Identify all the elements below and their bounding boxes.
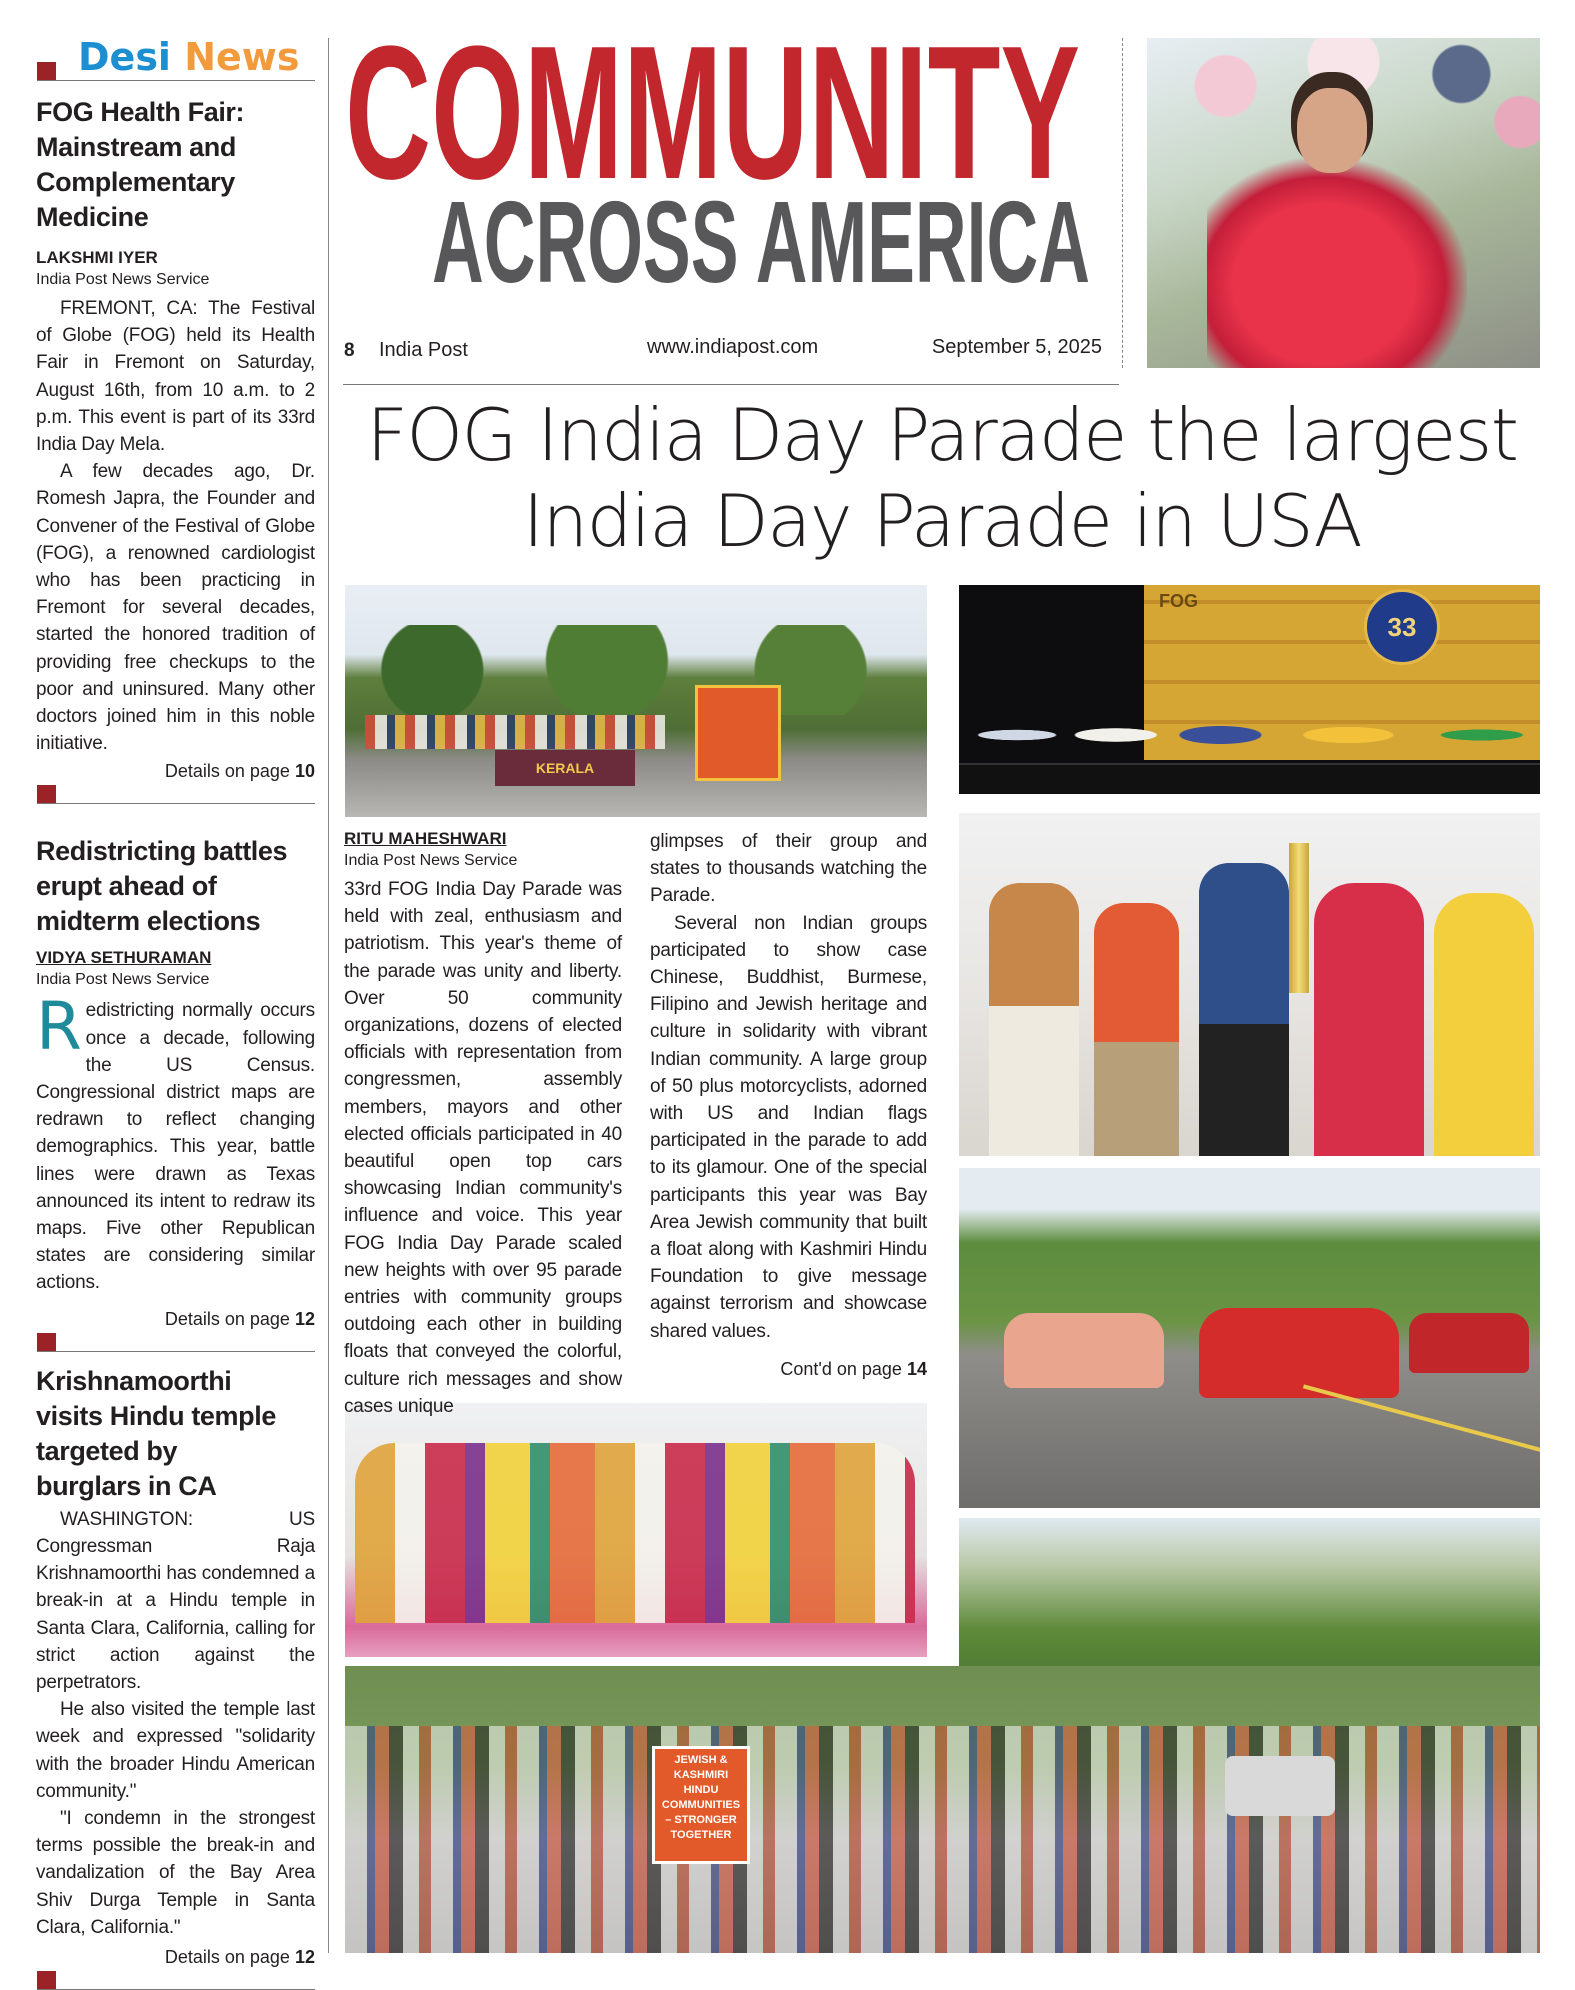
sign-line: KASHMIRI xyxy=(673,1769,729,1781)
photo-jewish-kashmiri-float xyxy=(959,1518,1540,1678)
person-5 xyxy=(1434,893,1534,1156)
byline-author: VIDYA SETHURAMAN xyxy=(36,948,212,968)
paragraph: 33rd FOG India Day Parade was held with zeal, enthusiasm and patriotism. This year's theme of the parade was unity and liberty. Over 50 community organizations, dozens of elected officials with representation from congressmen, assembly members, mayors and other elected officials participated in 40 beautiful open top cars showcasing Indian community's influence and voice. This year FOG India Day Parade scaled new heights with over 95 parade entries with community groups outdoing each other in building floats that conveyed the colorful, culture rich messages and show cases unique xyxy=(344,879,622,1417)
person-3 xyxy=(1199,863,1289,1156)
continued-page: 14 xyxy=(906,1358,927,1379)
photo-parade-marchers xyxy=(345,1666,1540,1953)
photo-officials-panel xyxy=(959,585,1540,794)
main-article-col2 xyxy=(650,828,927,1381)
truck-float xyxy=(695,685,781,781)
sign-line: – STRONGER xyxy=(665,1814,737,1826)
paragraph: A few decades ago, Dr. Romesh Japra, the Founder and Convener of the Festival of Globe (FOG), a renowned cardiologist who has been practicing in Fremont for several decades, started the honored tradition of providing free checkups to the poor and uninsured. Many other doctors joined him in this noble initiative. xyxy=(36,461,315,755)
headline-line: India Day Parade in USA xyxy=(522,479,1362,563)
woman-saree xyxy=(1207,158,1467,368)
masthead-dashed-divider xyxy=(1122,38,1123,368)
byline-service: India Post News Service xyxy=(344,852,518,869)
section-marker xyxy=(37,1971,56,1989)
article-end-marker xyxy=(36,785,315,804)
article-body xyxy=(36,1506,315,1941)
trees xyxy=(345,625,927,715)
website[interactable]: www.indiapost.com xyxy=(647,336,819,358)
headline-line: burglars in CA xyxy=(36,1470,217,1501)
issue-date: September 5, 2025 xyxy=(931,336,1102,358)
details-label: Details on page xyxy=(164,761,290,782)
continued-link[interactable] xyxy=(650,1357,927,1381)
headline-line: visits Hindu temple xyxy=(36,1400,276,1431)
folio-rule xyxy=(343,384,1119,385)
sign-line: JEWISH & xyxy=(674,1754,728,1766)
details-link[interactable] xyxy=(36,1945,315,1969)
person-4 xyxy=(1314,883,1424,1156)
headline-line: midterm elections xyxy=(36,906,261,937)
paragraph: "I condemn in the strongest terms possible the break-in and vandalization of the Bay Area Shiv Durga Temple in Santa Clara, California." xyxy=(36,1807,315,1938)
protest-sign xyxy=(652,1746,750,1864)
headline-line: Redistricting battles xyxy=(36,836,288,867)
main-headline[interactable] xyxy=(344,392,1540,564)
headline-line: targeted by xyxy=(36,1435,178,1466)
photo-stage-performers xyxy=(345,1403,933,1663)
details-label: Details on page xyxy=(164,1308,290,1329)
section-marker xyxy=(37,1333,56,1351)
kerala-banner: KERALA xyxy=(495,750,635,786)
details-link[interactable] xyxy=(36,759,315,783)
car-red-2 xyxy=(1409,1313,1529,1373)
headline-line: Mainstream and xyxy=(36,132,236,162)
crowd xyxy=(365,715,665,749)
publication-name: India Post xyxy=(379,339,468,361)
person-1 xyxy=(989,883,1079,1156)
fog-badge: 33 xyxy=(1364,589,1440,665)
byline-author: LAKSHMI IYER xyxy=(36,248,158,267)
woman-face xyxy=(1297,88,1367,173)
details-page: 12 xyxy=(294,1308,315,1329)
paragraph: He also visited the temple last week and expressed "solidarity with the broader Hindu American community." xyxy=(36,1699,315,1802)
column-divider xyxy=(328,38,329,1953)
article-body xyxy=(344,876,622,1420)
sidebar-flow xyxy=(36,95,315,1990)
details-page: 10 xyxy=(294,761,315,782)
section-rule xyxy=(37,80,315,81)
headline-line: FOG Health Fair: xyxy=(36,97,245,127)
masthead-subtitle: ACROSS AMERICA xyxy=(432,177,1090,290)
details-label: Details on page xyxy=(164,1946,290,1967)
sign-line: TOGETHER xyxy=(670,1829,732,1841)
section-label-desi: Desi xyxy=(78,35,171,79)
article-body xyxy=(36,988,315,1296)
paragraph: WASHINGTON: US Congressman Raja Krishnamoorthi has condemned a break-in at a Hindu temple in Santa Clara, California, calling for strict action against the perpetrators. xyxy=(36,1508,315,1693)
article-headline[interactable] xyxy=(36,834,315,939)
divider xyxy=(37,1351,315,1352)
photo-float-rider xyxy=(1147,38,1540,368)
sidebar-article-redistricting xyxy=(36,834,315,1351)
performers xyxy=(355,1443,915,1623)
section-label xyxy=(78,34,300,80)
panelists xyxy=(959,665,1540,765)
masthead-title: COMMUNITY xyxy=(345,30,1080,219)
byline-service: India Post News Service xyxy=(36,971,210,989)
paragraph: glimpses of their group and states to thousands watching the Parade. xyxy=(650,831,927,907)
car-red xyxy=(1199,1308,1399,1398)
article-body xyxy=(650,828,927,1345)
section-label-news: News xyxy=(184,35,300,79)
paragraph: FREMONT, CA: The Festival of Globe (FOG) held its Health Fair in Fremont on Saturday, August 16th, from 10 a.m. to 2 p.m. This event is part of its 33rd India Day Mela. xyxy=(36,298,315,456)
sign-line: COMMUNITIES xyxy=(661,1799,741,1811)
byline-author: RITU MAHESHWARI xyxy=(344,829,507,848)
masthead xyxy=(340,30,1100,290)
section-marker xyxy=(37,785,56,803)
person-2 xyxy=(1094,903,1179,1156)
folio-bar xyxy=(344,336,1118,366)
section-marker xyxy=(37,62,56,80)
article-end-marker xyxy=(36,1971,315,1990)
main-article-col1 xyxy=(344,828,622,1420)
trophy xyxy=(1289,843,1309,993)
article-headline[interactable] xyxy=(36,95,315,235)
photo-trophy-presentation xyxy=(959,813,1540,1156)
headline-line: Medicine xyxy=(36,202,149,232)
sidebar-article-health-fair xyxy=(36,95,315,804)
article-end-marker xyxy=(36,1333,315,1352)
sign-line: HINDU xyxy=(683,1784,719,1796)
table xyxy=(959,763,1540,794)
car-peach xyxy=(1004,1313,1164,1388)
page-number: 8 xyxy=(344,340,355,361)
details-link[interactable] xyxy=(36,1307,315,1331)
byline-service: India Post News Service xyxy=(36,271,210,288)
paragraph: Several non Indian groups participated to show case Chinese, Buddhist, Burmese, Filipino and Jewish heritage and culture in solidarity with vibrant Indian community. A large group of 50 plus motorcyclists, adorned with US and Indian flags participated in the parade to add to its glamour. One of the special participants this year was Bay Area Jewish community that built a float along with Kashmiri Hindu Foundation to give message against terrorism and showcase shared values. xyxy=(650,912,927,1342)
crowd xyxy=(345,1726,1540,1953)
article-body xyxy=(36,295,315,757)
photo-classic-cars xyxy=(959,1168,1540,1508)
pickup-truck xyxy=(1225,1756,1335,1816)
continued-label: Cont'd on page xyxy=(780,1358,902,1379)
sidebar xyxy=(36,0,315,1987)
road-line xyxy=(1303,1384,1540,1455)
photo-parade-street xyxy=(345,585,927,817)
headline-line: Complementary xyxy=(36,167,235,197)
paragraph: edistricting normally occurs once a decade, following the US Census. Congressional district maps are redrawn to reflect changing demographics. This year, battle lines were drawn as Texas announced its intent to redraw its maps. Five other Republican states are considering similar actions. xyxy=(36,1000,315,1294)
fog-banner-label: FOG xyxy=(1159,591,1198,611)
headline-line: FOG India Day Parade the largest xyxy=(366,393,1518,477)
sidebar-article-temple xyxy=(36,1364,315,1990)
drop-cap: R xyxy=(36,988,82,1066)
details-page: 12 xyxy=(294,1946,315,1967)
article-headline[interactable] xyxy=(36,1364,315,1504)
divider xyxy=(37,803,315,804)
headline-line: erupt ahead of xyxy=(36,871,217,902)
headline-line: Krishnamoorthi xyxy=(36,1365,232,1396)
